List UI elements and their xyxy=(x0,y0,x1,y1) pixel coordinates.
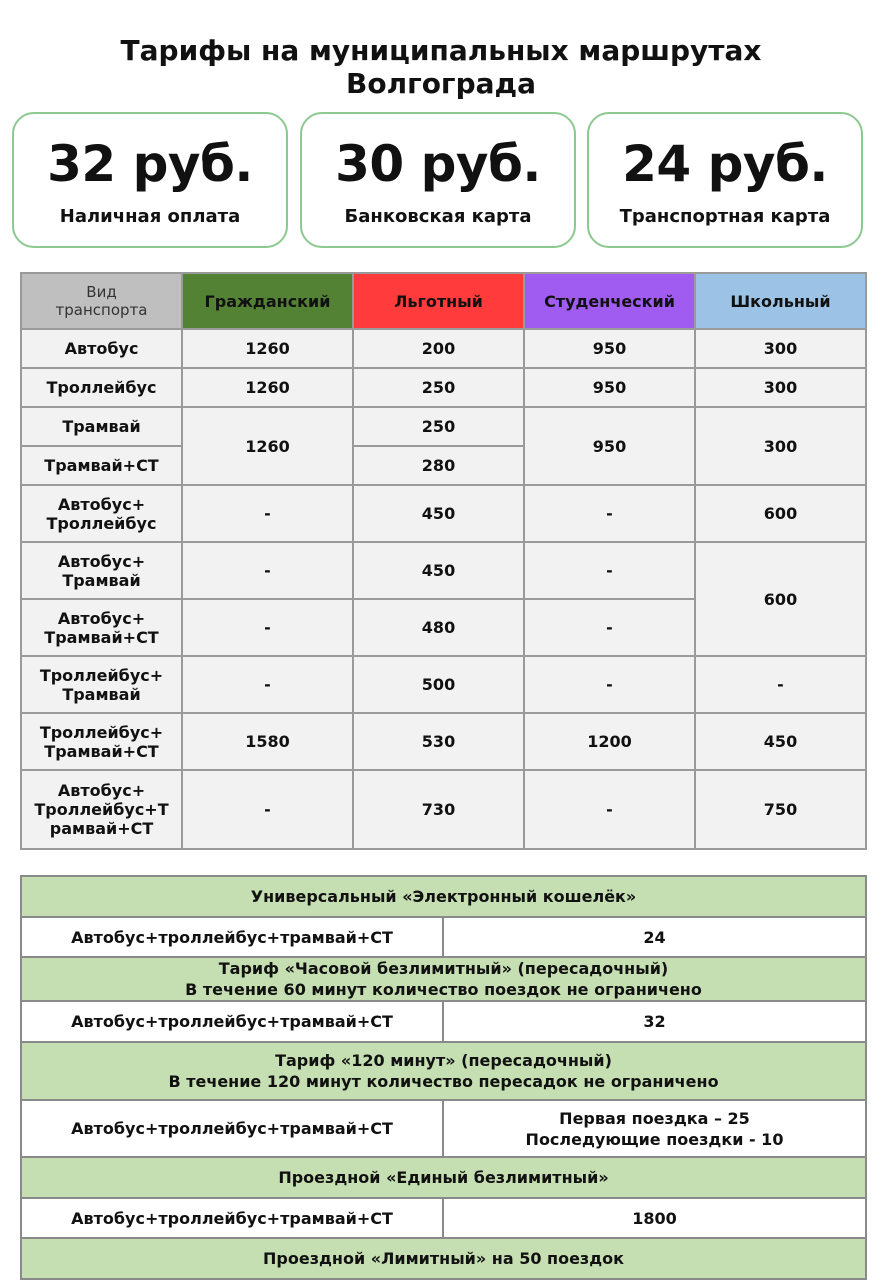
table-row xyxy=(21,1001,866,1042)
bank-card-fare-price: 30 руб. xyxy=(335,135,541,193)
cash-fare-card xyxy=(12,112,288,248)
table-row xyxy=(21,656,866,713)
section-header-row xyxy=(21,1238,866,1279)
transport-card-fare-label: Транспортная карта xyxy=(619,206,831,227)
civil-price-cell: 1260 xyxy=(182,407,353,485)
transport-type-cell: Автобус+ Троллейбус+Т рамвай+СТ xyxy=(21,770,182,849)
student-price-cell: 950 xyxy=(524,329,695,368)
table-row xyxy=(21,917,866,957)
school-price-cell: 750 xyxy=(695,770,866,849)
transport-type-cell: Автобус xyxy=(21,329,182,368)
discount-price-cell: 280 xyxy=(353,446,524,485)
header-transport-type: Вид транспорта xyxy=(21,273,182,329)
unlimited-value: 1800 xyxy=(443,1198,866,1238)
student-price-cell: - xyxy=(524,656,695,713)
unlimited-title: Проездной «Единый безлимитный» xyxy=(21,1157,866,1198)
table-row xyxy=(21,329,866,368)
school-price-cell: 450 xyxy=(695,713,866,770)
page-title: Тарифы на муниципальных маршрутах Волгограда xyxy=(120,34,762,100)
wallet-value: 24 xyxy=(443,917,866,957)
civil-price-cell: 1580 xyxy=(182,713,353,770)
student-price-cell: - xyxy=(524,485,695,542)
discount-price-cell: 450 xyxy=(353,485,524,542)
monthly-pass-fares-table xyxy=(20,272,867,850)
transport-type-cell: Троллейбус+ Трамвай+СТ xyxy=(21,713,182,770)
bank-card-fare-card xyxy=(300,112,576,248)
table-row xyxy=(21,713,866,770)
unlimited-route: Автобус+троллейбус+трамвай+СТ xyxy=(21,1198,443,1238)
min120-value: Первая поездка – 25 Последующие поездки - 10 xyxy=(443,1100,866,1157)
civil-price-cell: - xyxy=(182,542,353,599)
section-header-row xyxy=(21,1042,866,1100)
civil-price-cell: - xyxy=(182,770,353,849)
school-price-cell: 600 xyxy=(695,485,866,542)
header-school: Школьный xyxy=(695,273,866,329)
transport-type-cell: Трамвай xyxy=(21,407,182,446)
table-row xyxy=(21,1100,866,1157)
transport-type-cell: Автобус+ Трамвай+СТ xyxy=(21,599,182,656)
discount-price-cell: 250 xyxy=(353,407,524,446)
discount-price-cell: 480 xyxy=(353,599,524,656)
civil-price-cell: - xyxy=(182,485,353,542)
transport-type-cell: Троллейбус xyxy=(21,368,182,407)
section-header-row xyxy=(21,876,866,917)
cash-fare-label: Наличная оплата xyxy=(59,206,241,227)
discount-price-cell: 250 xyxy=(353,368,524,407)
transport-card-fare-price: 24 руб. xyxy=(622,135,828,193)
min120-route: Автобус+троллейбус+трамвай+СТ xyxy=(21,1100,443,1157)
student-price-cell: 950 xyxy=(524,368,695,407)
transport-type-cell: Троллейбус+ Трамвай xyxy=(21,656,182,713)
school-price-cell: 300 xyxy=(695,407,866,485)
table-row xyxy=(21,542,866,599)
section-header-row xyxy=(21,957,866,1001)
special-tariffs-table xyxy=(20,875,867,1280)
header-civil: Гражданский xyxy=(182,273,353,329)
hourly-route: Автобус+троллейбус+трамвай+СТ xyxy=(21,1001,443,1042)
header-student: Студенческий xyxy=(524,273,695,329)
hourly-title: Тариф «Часовой безлимитный» (пересадочный) В течение 60 минут количество поездок не ограничено xyxy=(21,957,866,1001)
transport-type-cell: Автобус+ Троллейбус xyxy=(21,485,182,542)
student-price-cell: - xyxy=(524,542,695,599)
bank-card-fare-label: Банковская карта xyxy=(344,206,532,227)
student-price-cell: - xyxy=(524,599,695,656)
transport-type-cell: Трамвай+СТ xyxy=(21,446,182,485)
table-row xyxy=(21,485,866,542)
wallet-title: Универсальный «Электронный кошелёк» xyxy=(21,876,866,917)
civil-price-cell: 1260 xyxy=(182,368,353,407)
cash-fare-price: 32 руб. xyxy=(47,135,253,193)
section-header-row xyxy=(21,1157,866,1198)
student-price-cell: 1200 xyxy=(524,713,695,770)
hourly-value: 32 xyxy=(443,1001,866,1042)
min120-title: Тариф «120 минут» (пересадочный) В течение 120 минут количество пересадок не ограничено xyxy=(21,1042,866,1100)
student-price-cell: - xyxy=(524,770,695,849)
school-price-cell: 300 xyxy=(695,368,866,407)
civil-price-cell: - xyxy=(182,656,353,713)
table-row xyxy=(21,407,866,446)
transport-type-cell: Автобус+ Трамвай xyxy=(21,542,182,599)
table-row xyxy=(21,770,866,849)
student-price-cell: 950 xyxy=(524,407,695,485)
header-discount: Льготный xyxy=(353,273,524,329)
transport-card-fare-card xyxy=(587,112,863,248)
civil-price-cell: 1260 xyxy=(182,329,353,368)
discount-price-cell: 530 xyxy=(353,713,524,770)
school-price-cell: - xyxy=(695,656,866,713)
school-price-cell: 600 xyxy=(695,542,866,656)
table-row xyxy=(21,1198,866,1238)
discount-price-cell: 730 xyxy=(353,770,524,849)
school-price-cell: 300 xyxy=(695,329,866,368)
discount-price-cell: 450 xyxy=(353,542,524,599)
table-row xyxy=(21,368,866,407)
limited-title: Проездной «Лимитный» на 50 поездок xyxy=(21,1238,866,1279)
wallet-route: Автобус+троллейбус+трамвай+СТ xyxy=(21,917,443,957)
discount-price-cell: 200 xyxy=(353,329,524,368)
table-header-row xyxy=(21,273,866,329)
civil-price-cell: - xyxy=(182,599,353,656)
discount-price-cell: 500 xyxy=(353,656,524,713)
